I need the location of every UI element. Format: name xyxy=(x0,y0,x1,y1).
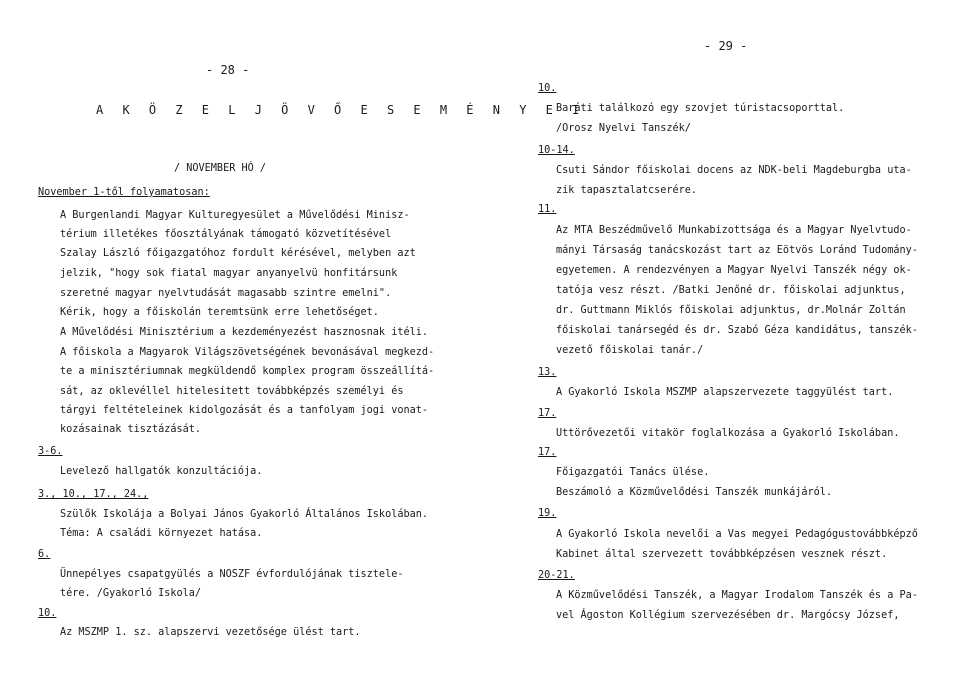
month-subtitle: / NOVEMBER HÓ / xyxy=(174,163,267,174)
event-text-line: A Gyakorló Iskola MSZMP alapszervezete taggyülést tart. xyxy=(556,387,894,398)
event-text-line: Téma: A családi környezet hatása. xyxy=(60,528,263,539)
date-heading: 17. xyxy=(538,408,557,419)
event-text-line: Szalay László főigazgatóhoz fordult kérésével, melyben azt xyxy=(60,248,416,259)
page-number: - 28 - xyxy=(206,63,250,77)
date-heading: 3., 10., 17., 24., xyxy=(38,489,149,500)
event-text-line: Uttörővezetői vitakör foglalkozása a Gyakorló Iskolában. xyxy=(556,428,900,439)
event-text-line: jelzik, "hogy sok fiatal magyar anyanyelvü honfitársunk xyxy=(60,268,398,279)
event-text-line: dr. Guttmann Miklós főiskolai adjunktus, dr.Molnár Zoltán xyxy=(556,305,906,316)
event-text-line: egyetemen. A rendezvényen a Magyar Nyelvi Tanszék négy ok- xyxy=(556,265,912,276)
event-text-line: A Gyakorló Iskola nevelői a Vas megyei Pedagógustovábbképző xyxy=(556,529,918,540)
event-text-line: Az MTA Beszédművelő Munkabizottsága és a Magyar Nyelvtudo- xyxy=(556,225,912,236)
event-text-line: A Művelődési Minisztérium a kezdeményezést hasznosnak itéli. xyxy=(60,327,429,338)
event-text-line: mányi Társaság tanácskozást tart az Eötvös Loránd Tudomány- xyxy=(556,245,918,256)
event-text-line: Levelező hallgatók konzultációja. xyxy=(60,466,263,477)
event-text-line: tatója vesz részt. /Batki Jenőné dr. főiskolai adjunktus, xyxy=(556,285,906,296)
date-heading: November 1-től folyamatosan: xyxy=(38,187,210,198)
date-heading: 10. xyxy=(38,608,57,619)
event-text-line: Kabinet által szervezett továbbképzésen vesznek részt. xyxy=(556,549,888,560)
date-heading: 11. xyxy=(538,204,557,215)
event-text-line: Szülők Iskolája a Bolyai János Gyakorló Általános Iskolában. xyxy=(60,509,429,520)
event-text-line: Kérik, hogy a főiskolán teremtsünk erre lehetőséget. xyxy=(60,307,379,318)
date-heading: 19. xyxy=(538,508,557,519)
date-heading: 10. xyxy=(538,83,557,94)
event-text-line: tére. /Gyakorló Iskola/ xyxy=(60,588,202,599)
event-text-line: kozásainak tisztázását. xyxy=(60,424,202,435)
event-text-line: vezető főiskolai tanár./ xyxy=(556,345,704,356)
event-text-line: vel Ágoston Kollégium szervezésében dr. Margócsy József, xyxy=(556,610,900,621)
event-text-line: Csuti Sándor főiskolai docens az NDK-beli Magdeburgba uta- xyxy=(556,165,912,176)
date-heading: 20-21. xyxy=(538,570,575,581)
date-heading: 17. xyxy=(538,447,557,458)
event-text-line: Az MSZMP 1. sz. alapszervi vezetősége ülést tart. xyxy=(60,627,361,638)
event-text-line: te a minisztériumnak megküldendő komplex program összeállítá- xyxy=(60,366,435,377)
page-number: - 29 - xyxy=(704,39,748,53)
event-text-line: főiskolai tanársegéd és dr. Szabó Géza kandidátus, tanszék- xyxy=(556,325,918,336)
page-title: A K Ö Z E L J Ö V Ő E S E M É N Y E I xyxy=(96,103,586,117)
event-text-line: /Orosz Nyelvi Tanszék/ xyxy=(556,123,691,134)
event-text-line: szeretné magyar nyelvtudását magasabb szintre emelni". xyxy=(60,288,392,299)
event-text-line: Baráti találkozó egy szovjet túristacsoporttal. xyxy=(556,103,845,114)
right-page xyxy=(538,0,928,683)
date-heading: 3-6. xyxy=(38,446,63,457)
date-heading: 13. xyxy=(538,367,557,378)
event-text-line: térium illetékes főosztályának támogató közvetítésével xyxy=(60,229,392,240)
date-heading: 6. xyxy=(38,549,51,560)
event-text-line: A főiskola a Magyarok Világszövetségének bevonásával megkezd- xyxy=(60,347,435,358)
event-text-line: tárgyi feltételeinek kidolgozását és a tanfolyam jogi vonat- xyxy=(60,405,429,416)
event-text-line: zik tapasztalatcserére. xyxy=(556,185,698,196)
event-text-line: sát, az oklevéllel hitelesitett továbbképzés személyi és xyxy=(60,386,404,397)
event-text-line: Beszámoló a Közművelődési Tanszék munkájáról. xyxy=(556,487,833,498)
event-text-line: A Közművelődési Tanszék, a Magyar Irodalom Tanszék és a Pa- xyxy=(556,590,918,601)
date-heading: 10-14. xyxy=(538,145,575,156)
event-text-line: Főigazgatói Tanács ülése. xyxy=(556,467,710,478)
event-text-line: A Burgenlandi Magyar Kulturegyesület a Művelődési Minisz- xyxy=(60,210,410,221)
event-text-line: Ünnepélyes csapatgyülés a NOSZF évfordulójának tisztele- xyxy=(60,569,404,580)
